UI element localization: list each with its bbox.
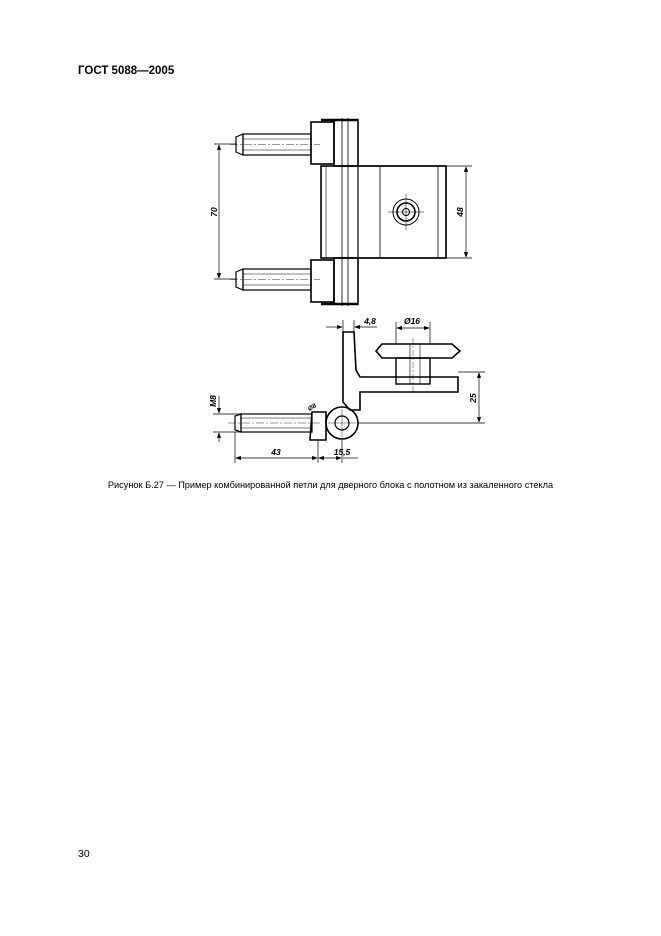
- dim-offset-label: 4,8: [364, 316, 376, 326]
- screw-symbol: [388, 194, 424, 230]
- dim-pin-length-label: 43: [271, 447, 281, 457]
- document-header: ГОСТ 5088—2005: [78, 65, 175, 77]
- dim-axis-offset-label: 15,5: [333, 447, 351, 457]
- page-number: 30: [78, 848, 90, 860]
- lower-pin: [230, 269, 320, 290]
- dim-rod-label: Ø8: [306, 402, 318, 413]
- dim-diameter-label: Ø16: [403, 316, 421, 326]
- dim-depth-label: 25: [468, 393, 478, 403]
- dim-thread-label: M8: [208, 395, 218, 407]
- hinge-top-view: [228, 332, 460, 440]
- hinge-front-view: [230, 118, 446, 306]
- dim-70-label: 70: [209, 207, 219, 217]
- dim-depth: [358, 372, 485, 423]
- upper-pin: [230, 134, 320, 155]
- figure-caption: Рисунок Б.27 — Пример комбинированной петли для дверного блока с полотном из закаленного стекла: [107, 480, 554, 490]
- dim-48-label: 48: [455, 207, 465, 217]
